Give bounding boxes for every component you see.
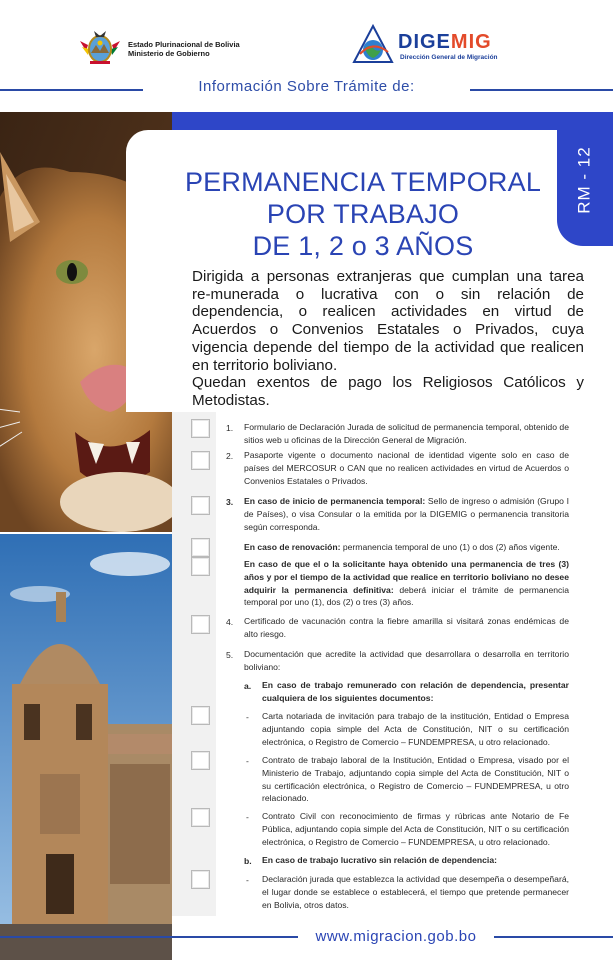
item-a3-dash: - [246, 812, 249, 822]
requirement-4-text: Certificado de vacunación contra la fiebre amarilla si visitará zonas endémicas de alto riesgo. [244, 616, 569, 639]
checkbox-renovation[interactable] [191, 538, 210, 557]
renovation-text [244, 541, 569, 554]
item-a3-text: Contrato Civil con reconocimiento de firmas y rúbricas ante Notario de Fe Pública, adjuntando copia simple del Acta de Constitución, NIT o su certificación electrónica, o Registro de Comercio – FUNDEMPRESA, u otro relacionado. [262, 811, 569, 847]
renovation-heading: En caso de renovación: [244, 542, 341, 552]
digemig-wordmark [398, 32, 492, 52]
government-line-2: Ministerio de Gobierno [128, 49, 210, 58]
header [0, 0, 613, 112]
government-line-1: Estado Plurinacional de Bolivia [128, 40, 240, 49]
government-label [128, 40, 240, 58]
digemig-subtitle: Dirección General de Migración [400, 54, 498, 61]
requirement-2-text: Pasaporte vigente o documento nacional de identidad vigente solo en caso de países del MERCOSUR o CAN que no realicen actividades en virtud de Acuerdos o Convenios Estatales o Privados. [244, 450, 569, 486]
description [192, 268, 584, 410]
title-line-1: PERMANENCIA TEMPORAL [184, 167, 542, 197]
requirement-5-text: Documentación que acredite la actividad que desarrollara o desarrolla en territorio boliviano: [244, 649, 569, 672]
subsection-b-text: En caso de trabajo lucrativo sin relación de dependencia: [262, 855, 497, 865]
item-a1-dash: - [246, 712, 249, 722]
checkbox-requirement-3[interactable] [191, 496, 210, 515]
requirement-4-number: 4. [226, 617, 234, 627]
page-title [180, 166, 546, 262]
requirement-1-text: Formulario de Declaración Jurada de solicitud de permanencia temporal, obtenido de sitios web u oficinas de la Dirección General de Migración. [244, 422, 569, 445]
description-paragraph: Dirigida a personas extranjeras que cumplan una tarea re-munerada o lucrativa con o sin relación de dependencia, o realicen actividades en virtud de Acuerdos o Convenios Estatales o Privados, cuya vigencia depende del tiempo de la actividad que realicen en territorio boliviano. [192, 268, 584, 374]
checkbox-notarized-letter[interactable] [191, 706, 210, 725]
subsection-a-text: En caso de trabajo remunerado con relación de dependencia, presentar cualquiera de los siguientes documentos: [262, 680, 569, 703]
digemig-globe-logo [352, 24, 394, 66]
header-blue-band [172, 112, 613, 130]
subsection-a-letter: a. [244, 681, 252, 691]
footer-rule-right [494, 936, 613, 938]
three-year-heading: En caso de que el o la solicitante haya obtenido una permanencia de tres (3) años y por el tiempo de la actividad que realice en territorio boliviano no desee adquirir la permanencia definitiva: [244, 559, 569, 595]
item-a2-dash: - [246, 756, 249, 766]
requirement-3-heading: En caso de inicio de permanencia temporal: [244, 496, 426, 506]
requirement-1-number: 1. [226, 423, 234, 433]
bolivia-coat-of-arms-logo [78, 27, 122, 67]
procedure-code: RM - 12 [575, 146, 594, 214]
item-a1-text: Carta notariada de invitación para trabajo de la institución, Entidad o Empresa adjuntando copia simple del Acta de Constitución, NIT o su certificación electrónica, o Registro de Comercio – FUNDEMPRESA, u otro relacionado. [262, 711, 569, 747]
digemig-wordmark-part-2: MIG [450, 31, 492, 53]
church-photo [0, 534, 172, 960]
checkbox-requirement-1[interactable] [191, 419, 210, 438]
title-line-3: DE 1, 2 o 3 AÑOS [252, 231, 474, 261]
checkbox-civil-contract[interactable] [191, 808, 210, 827]
requirement-3-number: 3. [226, 497, 234, 507]
info-title: Información Sobre Trámite de: [198, 78, 415, 95]
three-year-text [244, 558, 569, 609]
three-year-body: deberá iniciar el trámite de permanencia temporal por uno (1), dos (2) o tres (3) años. [244, 584, 569, 608]
checkbox-labor-contract[interactable] [191, 751, 210, 770]
header-rule-left [0, 89, 143, 91]
item-b1-text: Declaración jurada que establezca la actividad que desempeña o desempeñará, el lugar donde se establece o establecerá, el tiempo que pretende permanecer en Bolivia, otros datos. [262, 874, 569, 910]
renovation-body: permanencia temporal de uno (1) o dos (2) años vigente. [342, 542, 560, 552]
item-b1-dash: - [246, 875, 249, 885]
footer-rule-left [0, 936, 298, 938]
requirement-5-number: 5. [226, 650, 234, 660]
checkbox-requirement-2[interactable] [191, 451, 210, 470]
item-a2-text: Contrato de trabajo laboral de la Institución, Entidad o Empresa, visado por el Ministerio de Trabajo, adjuntando copia simple del Acta de Constitución, NIT o su certificación electrónica, o Registro de Comercio – FUNDEMPRESA, u otro relacionado. [262, 755, 569, 804]
header-rule-right [470, 89, 613, 91]
checkbox-requirement-4[interactable] [191, 615, 210, 634]
checkbox-three-year[interactable] [191, 557, 210, 576]
title-line-2: POR TRABAJO [266, 199, 460, 229]
procedure-code-label-wrap [562, 140, 608, 220]
checkbox-sworn-declaration[interactable] [191, 870, 210, 889]
requirement-3-body: Sello de ingreso o admisión (Grupo I de Países), o visa Consular o la emitida por la DIGEMIG o permanencia transitoria según corresponda. [244, 496, 569, 532]
digemig-wordmark-part-1: DIGE [398, 31, 451, 53]
requirement-2-number: 2. [226, 451, 234, 461]
exemption-note: Quedan exentos de pago los Religiosos Católicos y Metodistas. [192, 374, 584, 409]
requirement-3-text [244, 495, 569, 533]
footer-website-link[interactable]: www.migracion.gob.bo [315, 928, 477, 945]
subsection-b-letter: b. [244, 856, 252, 866]
